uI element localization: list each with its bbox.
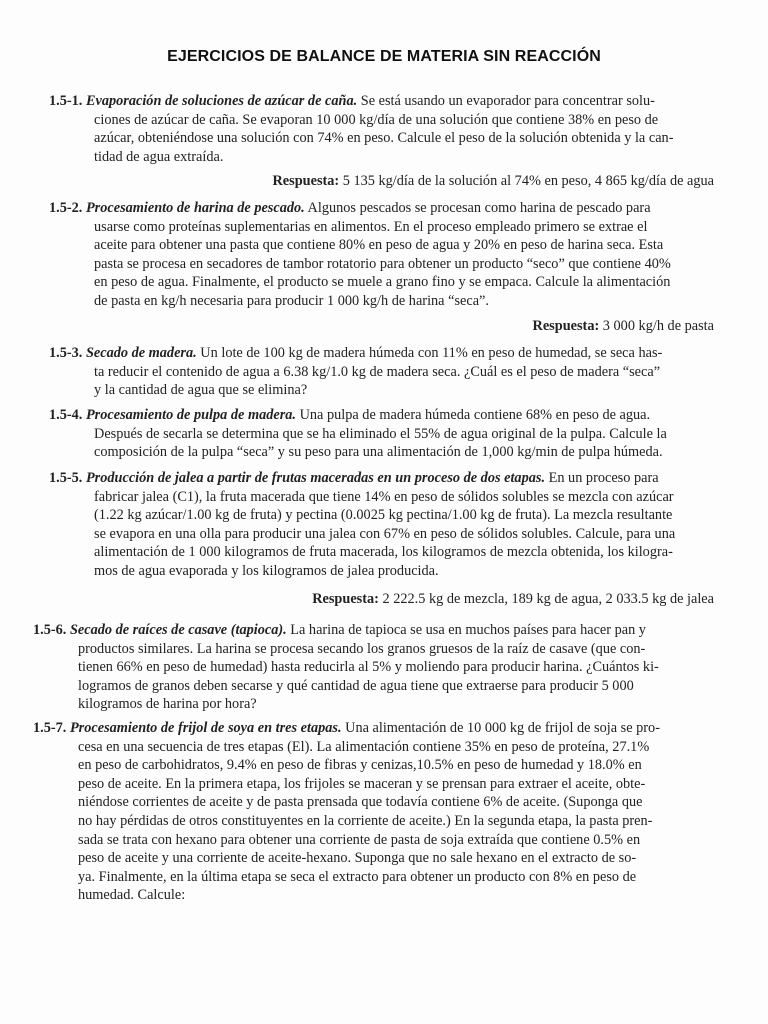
problem-title: Procesamiento de frijol de soya en tres etapas.	[69, 720, 342, 736]
answer-label: Respuesta:	[272, 173, 340, 189]
problem-number: 1.5-3.	[49, 345, 83, 361]
problem-text: composición de la pulpa “seca” y su peso para una alimentación de 1,000 kg/min de pulpa húmeda.	[94, 444, 663, 461]
problem-title: Evaporación de soluciones de azúcar de caña.	[85, 93, 358, 109]
problem-text: en peso de agua. Finalmente, el producto se muele a grano fino y se empaca. Calcule la alimentación	[94, 274, 671, 291]
problem-first-line	[49, 406, 729, 425]
problem-text: alimentación de 1 000 kilogramos de fruta macerada, los kilogramos de mezcla obtenida, los kilogra-	[94, 544, 673, 561]
problem-number: 1.5-4.	[49, 407, 83, 423]
problem-1-5-5	[49, 469, 729, 581]
answer-label: Respuesta:	[312, 591, 379, 607]
problem-text: de pasta en kg/h necesaria para producir 1 000 kg/h de harina “seca”.	[94, 292, 489, 309]
problem-text: productos similares. La harina se procesa secando los granos gruesos de la raíz de casave (que con-	[78, 640, 646, 657]
problem-number: 1.5-1.	[49, 93, 83, 109]
answer-text: 3 000 kg/h de pasta	[599, 318, 714, 334]
problem-text: ya. Finalmente, en la última etapa se seca el extracto para obtener un producto con 8% en peso de	[78, 868, 637, 885]
problem-number: 1.5-6.	[33, 622, 67, 638]
problem-text: tidad de agua extraída.	[94, 148, 224, 165]
answer-1-5-1	[272, 172, 714, 191]
problem-text: niéndose corrientes de aceite y de pasta prensada que todavía contiene 6% de aceite. (Suponga que	[78, 794, 643, 811]
problem-text: y la cantidad de agua que se elimina?	[94, 382, 308, 399]
problem-1-5-1	[49, 92, 729, 166]
problem-text: sada se trata con hexano para obtener una corriente de pasta de soja extraída que contiene 0.5% en	[78, 831, 641, 848]
problem-text: tienen 66% en peso de humedad) hasta reducirla al 5% y moliendo para producir harina. ¿Cuántos ki-	[78, 659, 659, 676]
problem-number: 1.5-2.	[49, 200, 83, 216]
problem-number: 1.5-5.	[49, 470, 83, 486]
problem-first-line	[33, 621, 733, 640]
problem-1-5-7	[33, 719, 733, 905]
answer-1-5-5	[312, 590, 714, 609]
problem-first-line	[49, 344, 729, 363]
problem-text: kilogramos de harina por hora?	[78, 696, 257, 713]
problem-text: pasta se procesa en secadores de tambor rotatorio para obtener un producto “seco” que contiene 40%	[94, 255, 671, 272]
problem-text: Algunos pescados se procesan como harina de pescado para	[304, 200, 651, 216]
problem-text: Un lote de 100 kg de madera húmeda con 11% en peso de humedad, se seca has-	[196, 345, 663, 361]
answer-text: 2 222.5 kg de mezcla, 189 kg de agua, 2 033.5 kg de jalea	[378, 591, 714, 607]
problem-text: azúcar, obteniéndose una solución con 74% en peso. Calcule el peso de la solución obtenida y la can-	[94, 130, 674, 147]
problem-text: En un proceso para	[545, 470, 659, 486]
answer-1-5-2	[533, 317, 714, 336]
answer-text: 5 135 kg/día de la solución al 74% en peso, 4 865 kg/día de agua	[339, 173, 714, 189]
problem-first-line	[49, 92, 729, 111]
problem-title: Producción de jalea a partir de frutas maceradas en un proceso de dos etapas.	[85, 470, 546, 486]
problem-text: peso de aceite y una corriente de aceite-hexano. Suponga que no sale hexano en el extracto de so-	[78, 850, 637, 867]
page-title: EJERCICIOS DE BALANCE DE MATERIA SIN REACCIÓN	[167, 48, 601, 65]
problem-text: cesa en una secuencia de tres etapas (El). La alimentación contiene 35% en peso de proteína, 27.1%	[78, 738, 650, 755]
problem-text: se evapora en una olla para producir una jalea con 67% en peso de sólidos solubles. Calcule, para una	[94, 525, 676, 542]
problem-text: ta reducir el contenido de agua a 6.38 kg/1.0 kg de madera seca. ¿Cuál es el peso de madera “seca”	[94, 363, 661, 380]
problem-title: Secado de madera.	[85, 345, 197, 361]
problem-first-line	[49, 469, 729, 488]
problem-first-line	[33, 719, 733, 738]
problem-text: fabricar jalea (C1), la fruta macerada que tiene 14% en peso de sólidos solubles se mezcla con azúcar	[94, 488, 674, 505]
problem-text: humedad. Calcule:	[78, 887, 186, 904]
problem-text: Se está usando un evaporador para concentrar solu-	[357, 93, 655, 109]
problem-first-line	[49, 199, 729, 218]
problem-1-5-3	[49, 344, 729, 400]
problem-text: La harina de tapioca se usa en muchos países para hacer pan y	[286, 622, 646, 638]
problem-1-5-6	[33, 621, 733, 714]
problem-title: Procesamiento de pulpa de madera.	[85, 407, 296, 423]
problem-title: Secado de raíces de casave (tapioca).	[69, 622, 287, 638]
problem-title: Procesamiento de harina de pescado.	[85, 200, 305, 216]
problem-text: mos de agua evaporada y los kilogramos de jalea producida.	[94, 562, 439, 579]
problem-1-5-4	[49, 406, 729, 462]
problem-text: (1.22 kg azúcar/1.00 kg de fruta) y pectina (0.0025 kg pectina/1.00 kg de fruta). La mezcla resultante	[94, 507, 673, 524]
problem-text: Después de secarla se determina que se ha eliminado el 55% de agua original de la pulpa. Calcule la	[94, 425, 667, 442]
problem-1-5-2	[49, 199, 729, 311]
problem-text: aceite para obtener una pasta que contiene 80% en peso de agua y 20% en peso de harina seca. Esta	[94, 237, 664, 254]
problem-number: 1.5-7.	[33, 720, 67, 736]
problem-text: Una alimentación de 10 000 kg de frijol de soja se pro-	[341, 720, 660, 736]
problem-text: ciones de azúcar de caña. Se evaporan 10 000 kg/día de una solución que contiene 38% en peso de	[94, 111, 659, 128]
problem-text: peso de aceite. En la primera etapa, los frijoles se maceran y se prensan para extraer el aceite, obte-	[78, 775, 646, 792]
problem-text: en peso de carbohidratos, 9.4% en peso de fibras y cenizas,10.5% en peso de humedad y 18.0% en	[78, 757, 642, 774]
problem-text: no hay pérdidas de otros constituyentes en la corriente de aceite.) En la segunda etapa, la pasta pren-	[78, 812, 653, 829]
answer-label: Respuesta:	[532, 318, 600, 334]
problem-text: Una pulpa de madera húmeda contiene 68% en peso de agua.	[296, 407, 651, 423]
problem-text: logramos de granos deben secarse y qué cantidad de agua tiene que extraerse para producir 5 000	[78, 677, 634, 694]
problem-text: usarse como proteínas suplementarias en alimentos. En el proceso empleado primero se extrae el	[94, 218, 648, 235]
